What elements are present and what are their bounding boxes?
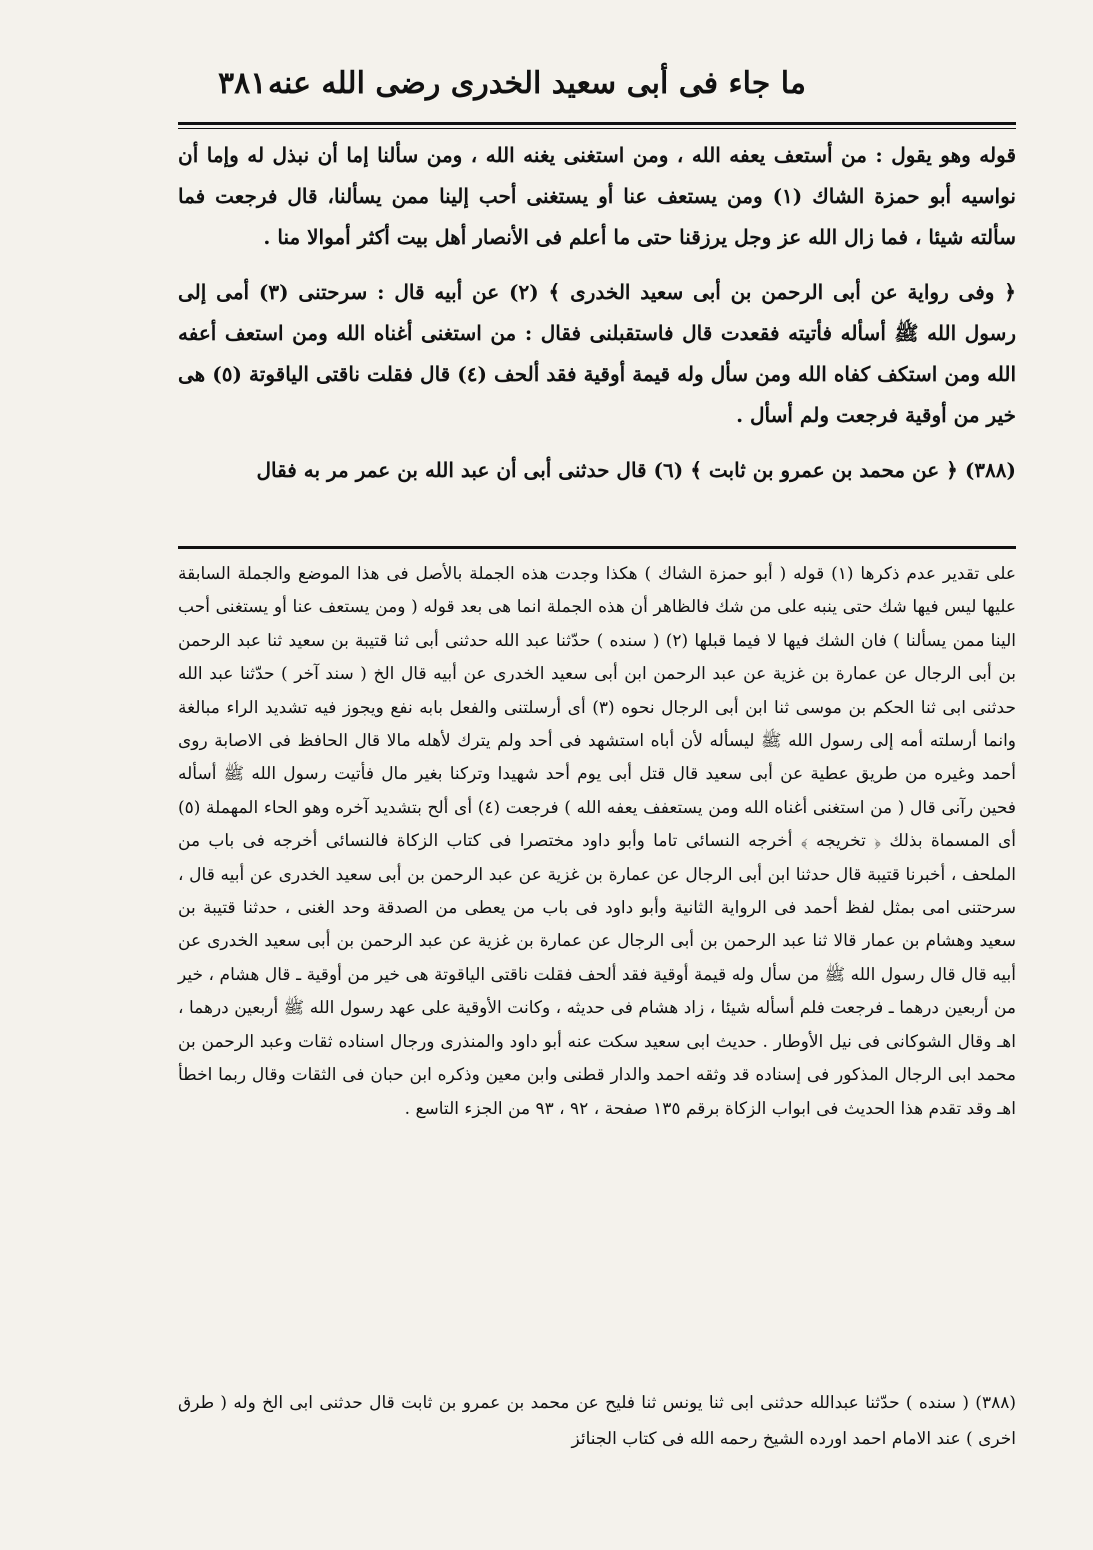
page-title: ما جاء فى أبى سعيد الخدرى رضى الله عنه <box>267 66 806 101</box>
page-header <box>178 58 1016 120</box>
main-text <box>178 135 1016 505</box>
main-paragraph: قوله وهو يقول : من أستعف يعفه الله ، ومن استغنى يغنه الله ، ومن سألنا إما أن نبذل له وإما أن نواسيه أبو حمزة الشاك (١) ومن يستعف عنا أو يستغنى أحب إلينا ممن يسألنا، قال فرجعت فما سألته شيئا ، فما زال الله عز وجل يرزقنا حتى ما أعلم فى الأنصار أهل بيت أكثر أموالا منا . <box>178 143 1016 249</box>
header-rule <box>178 122 1016 125</box>
main-paragraph: (٣٨٨) ﴿ عن محمد بن عمرو بن ثابت ﴾ (٦) قال حدثنى أبى أن عبد الله بن عمر مر به فقال <box>256 458 1016 482</box>
header-rule-thin <box>178 128 1016 129</box>
footnote-rule <box>178 546 1016 549</box>
footnotes <box>178 558 1016 1126</box>
main-paragraph: ﴿ وفى رواية عن أبى الرحمن بن أبى سعيد الخدرى ﴾ (٢) عن أبيه قال : سرحتنى (٣) أمى إلى رسول الله ﷺ أسأله فأتيته فقعدت قال فاستقبلنى فقال : من استغنى أغناه الله ومن استعف أعفه الله ومن استكف كفاه الله ومن سأل وله قيمة أوقية فقد ألحف (٤) قال فقلت ناقتى الياقوتة (٥) هى خير من أوقية فرجعت ولم أسأل . <box>178 280 1016 427</box>
footnote-paragraph: على تقدير عدم ذكرها (١) قوله ( أبو حمزة الشاك ) هكذا وجدت هذه الجملة بالأصل فى هذا الموضع والجملة السابقة عليها ليس فيها شك حتى ينبه على من شك فالظاهر أن هذه الجملة انما هى بعد قوله ( ومن يستعف عنا أو يستغنى أحب الينا ممن يسألنا ) فان الشك فيها لا فيما قبلها (٢) ( سنده ) حدّثنا عبد الله حدثنى أبى ثنا قتيبة بن سعيد ثنا عبد الرحمن بن أبى الرجال عن عمارة بن غزية عن عبد الرحمن ابن أبى سعيد الخدرى عن أبيه قال الخ ( سند آخر ) حدّثنا عبد الله حدثنى ابى ثنا الحكم بن موسى ثنا ابن أبى الرجال نحوه (٣) أى أرسلتنى والفعل بابه نفع ويجوز فيه تشديد الراء مبالغة وانما أرسلته أمه إلى رسول الله ﷺ ليسأله لأن أباه استشهد فى أحد ولم يترك لأهله مالا قال الحافظ فى الاصابة روى أحمد وغيره من طريق عطية عن أبى سعيد قال قتل أبى يوم أحد شهيدا وتركنا بغير مال فأتيت رسول الله ﷺ أسأله فحين رآنى قال ( من استغنى أغناه الله ومن يستعفف يعفه الله ) فرجعت (٤) أى ألح بتشديد آخره وهو الحاء المهملة (٥) أى المسماة بذلك ﴿ تخريجه ﴾ أخرجه النسائى تاما وأبو داود مختصرا فى كتاب الزكاة فالنسائى أخرجه فى باب من الملحف ، أخبرنا قتيبة قال حدثنا ابن أبى الرجال عن عمارة بن غزية عن عبد الرحمن بن أبى سعيد الخدرى عن أبيه قال ، سرحتنى امى بمثل لفظ أحمد فى الرواية الثانية وأبو داود فى باب من يعطى من الصدقة وحد الغنى ، حدثنا قتيبة بن سعيد وهشام بن عمار قالا ثنا عبد الرحمن بن أبى الرجال عن عمارة بن غزية عن عبد الرحمن بن أبى سعيد الخدرى عن أبيه قال قال رسول الله ﷺ من سأل وله قيمة أوقية فقد ألحف فقلت ناقتى الياقوتة هى خير من أوقية ـ قال هشام ، خير من أربعين درهما ـ فرجعت فلم أسأله شيئا ، زاد هشام فى حديثه ، وكانت الأوقية على عهد رسول الله ﷺ أربعين درهما ، اهـ وقال الشوكانى فى نيل الأوطار . حديث ابى سعيد سكت عنه أبو داود والمنذرى ورجال اسناده ثقات وعبد الرحمن بن محمد ابى الرجال المذكور فى إسناده قد وثقه احمد والدار قطنى وابن معين وذكره ابن حبان فى الثقات وقال ربما اخطأ اهـ وقد تقدم هذا الحديث فى ابواب الزكاة برقم ١٣٥ صفحة ، ٩٢ ، ٩٣ من الجزء التاسع . <box>178 564 1017 1119</box>
footnote-paragraph: (٣٨٨) ( سنده ) حدّثنا عبدالله حدثنى ابى ثنا يونس ثنا فليح عن محمد بن عمرو بن ثابت قال حدثنى ابى الخ وله ( طرق اخرى ) عند الامام احمد اورده الشيخ رحمه الله فى كتاب الجنائز <box>178 1393 1016 1449</box>
page-number: ٣٨١ <box>218 66 267 101</box>
final-footnote <box>178 1385 1016 1457</box>
